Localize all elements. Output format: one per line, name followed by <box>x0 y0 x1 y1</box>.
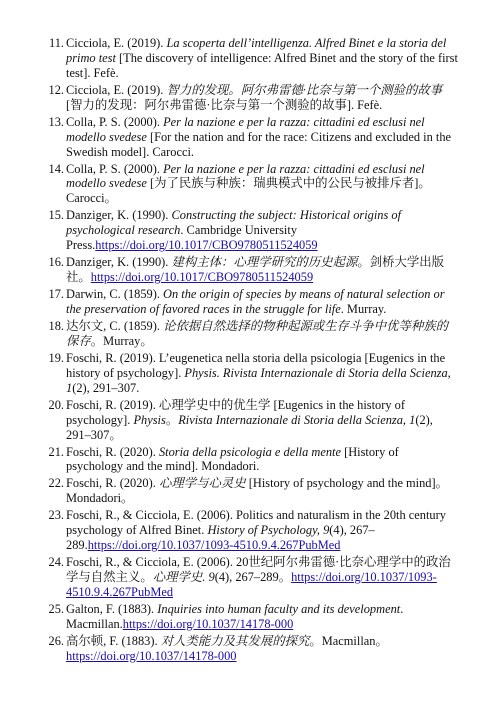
reference-title: Physis. Rivista Internazionale di Storia della Scienza, 1 <box>66 365 451 395</box>
reference-text: Foschi, R. (2019). 心理学史中的优生学 [Eugenics in the history of psychology]. <box>66 397 405 427</box>
reference-title: Per la nazione e per la razza: cittadini ed esclusi nel modello svedese <box>66 114 425 144</box>
reference-title: Constructing the subject: Historical origins of psychological research <box>66 208 402 238</box>
doi-link[interactable]: https://doi.org/10.1017/CBO9780511524059 <box>95 238 318 253</box>
reference-text: Cicciola, E. (2019). <box>66 36 167 50</box>
reference-text: Colla, P. S. (2000). <box>66 114 164 129</box>
reference-item <box>0 398 500 443</box>
reference-number: 12 . <box>44 83 64 98</box>
reference-text: Galton, F. (1883). <box>66 601 158 616</box>
reference-text: Foschi, R., & Cicciola, E. (2006). 20世纪阿尔弗雷德·比奈心理学中的政治学与自然主义。 <box>66 555 451 585</box>
reference-item <box>0 162 500 207</box>
reference-title: History of Psychology, 9 <box>207 523 330 538</box>
reference-title: Rivista Internazionale di Storia della Scienza, 1 <box>178 412 416 427</box>
reference-text: 。Murray。 <box>90 333 153 348</box>
reference-item <box>0 351 500 396</box>
reference-number: 24 . <box>44 555 64 570</box>
reference-text: 达尔文, C. (1859). <box>66 318 164 333</box>
reference-number: 11 . <box>44 36 64 51</box>
reference-title: 论依据自然选择的物种起源或生存斗争中优等种族的保存 <box>66 318 449 348</box>
reference-item <box>0 255 500 285</box>
reference-title: Per la nazione e per la razza: cittadini ed esclusi nel modello svedese <box>66 161 425 191</box>
reference-list <box>0 36 500 666</box>
reference-number: 15 . <box>44 208 64 223</box>
reference-text: Colla, P. S. (2000). <box>66 161 164 176</box>
reference-number: 16 . <box>44 255 64 270</box>
reference-title: La scoperta dell’intelligenza. Alfred Binet e la storia del primo test <box>66 36 447 65</box>
reference-item <box>0 208 500 253</box>
reference-title: 心理学史. 9 <box>152 570 215 585</box>
reference-text: 高尔顿, F. (1883). <box>66 633 161 648</box>
reference-text: [For the nation and for the race: Citizens and excluded in the Swedish model]. Carocci. <box>66 129 452 159</box>
reference-text: (4), 267–289. <box>66 523 375 553</box>
reference-text: [History of psychology and the mind]. Mondadori. <box>66 444 399 474</box>
reference-item <box>0 508 500 553</box>
doi-link[interactable]: https://doi.org/10.1037/1093-4510.9.4.267PubMed <box>87 538 341 553</box>
reference-title: Physis <box>133 412 166 427</box>
reference-item <box>0 555 500 600</box>
reference-number: 21 . <box>44 445 64 460</box>
reference-number: 18 . <box>44 319 64 334</box>
reference-title: Storia della psicologia e della mente <box>158 444 341 459</box>
reference-number: 20 . <box>44 398 64 413</box>
reference-title: On the origin of species by means of natural selection or the preservation of favored races in the struggle for life <box>66 287 445 316</box>
reference-text: [The discovery of intelligence: Alfred Binet and the story of the first test]. Fefè. <box>66 50 458 80</box>
reference-number: 19 . <box>44 351 64 366</box>
doi-link[interactable]: https://doi.org/10.1017/CBO9780511524059 <box>90 270 314 285</box>
reference-number: 26 . <box>44 634 64 649</box>
reference-text: . Macmillan. <box>66 601 404 631</box>
reference-text: Foschi, R. (2020). <box>66 476 159 491</box>
reference-text: Danziger, K. (1990). <box>66 255 172 270</box>
reference-title: Inquiries into human faculty and its development <box>157 601 401 616</box>
reference-item <box>0 287 500 317</box>
doi-link[interactable]: https://doi.org/10.1037/1093-4510.9.4.267PubMed <box>66 570 437 599</box>
reference-text: . Cambridge University Press. <box>66 223 298 253</box>
reference-item <box>0 319 500 349</box>
reference-text: Foschi, R. (2020). <box>66 444 159 459</box>
reference-text: [History of psychology and the mind]。Mondadori。 <box>66 476 449 506</box>
reference-number: 14 . <box>44 162 64 177</box>
reference-title: 智力的发现。阿尔弗雷德·比奈与第一个测验的故事 <box>166 82 443 97</box>
reference-item <box>0 634 500 664</box>
reference-title: 心理学与心灵史 <box>158 476 246 491</box>
doi-link[interactable]: https://doi.org/10.1037/14178-000 <box>66 648 237 663</box>
reference-text: [为了民族与种族：瑞典模式中的公民与被排斥者]。Carocci。 <box>66 176 431 206</box>
reference-number: 22 . <box>44 476 64 491</box>
reference-text: (2), 291–307。 <box>66 412 433 442</box>
reference-number: 25 . <box>44 602 64 617</box>
reference-number: 23 . <box>44 508 64 523</box>
reference-text: 。剑桥大学出版社。 <box>66 255 445 285</box>
reference-item <box>0 476 500 506</box>
reference-item <box>0 83 500 113</box>
reference-number: 13 . <box>44 115 64 130</box>
reference-title: 建构主体：心理学研究的历史起源 <box>171 255 358 270</box>
reference-text: . Murray. <box>340 301 387 316</box>
reference-text: [智力的发现：阿尔弗雷德·比奈与第一个测验的故事]. Fefè. <box>66 97 383 112</box>
doi-link[interactable]: https://doi.org/10.1037/14178-000 <box>122 616 294 631</box>
reference-item <box>0 602 500 632</box>
reference-text: Darwin, C. (1859). <box>66 287 164 302</box>
reference-text: Danziger, K. (1990). <box>66 208 172 223</box>
reference-title: 对人类能力及其发展的探究 <box>160 633 310 648</box>
reference-text: (4), 267–289。 <box>214 570 292 585</box>
reference-text: (2), 291–307. <box>72 380 140 395</box>
reference-text: 。Macmillan。 <box>309 633 388 648</box>
reference-text: Foschi, R., & Cicciola, E. (2006). Politics and naturalism in the 20th century psychology of Alfred Binet. <box>66 508 446 538</box>
reference-item <box>0 445 500 475</box>
reference-text: 。 <box>165 412 179 427</box>
reference-item <box>0 36 500 81</box>
reference-text: Cicciola, E. (2019). <box>66 82 167 97</box>
reference-text: Foschi, R. (2019). L’eugenetica nella storia della psicologia [Eugenics in the history of psychology]. <box>66 350 446 380</box>
reference-item <box>0 115 500 160</box>
reference-number: 17 . <box>44 287 64 302</box>
